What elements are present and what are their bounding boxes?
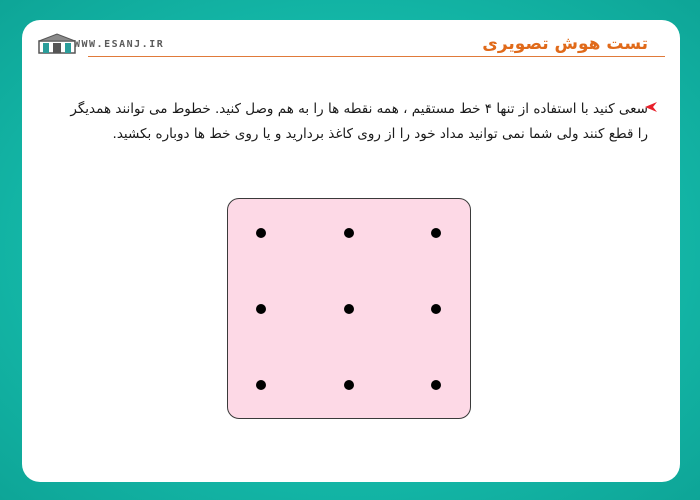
puzzle-dot — [344, 228, 354, 238]
puzzle-dot — [256, 228, 266, 238]
building-icon — [37, 33, 77, 55]
puzzle-dot — [431, 304, 441, 314]
puzzle-dot — [256, 304, 266, 314]
puzzle-dot — [431, 380, 441, 390]
puzzle-dot — [344, 304, 354, 314]
instruction-text: سعی کنید با استفاده از تنها ۴ خط مستقیم ، همه نقطه ها را به هم وصل کنید. خطوط می توانند همدیگر را قطع کنند ولی شما نمی توانید مداد خود را از روی کاغذ بردارید و یا روی خط ها دوباره بکشید. — [70, 101, 648, 142]
header-divider — [88, 56, 665, 57]
site-url[interactable]: WWW.ESANJ.IR — [74, 39, 165, 50]
puzzle-dot — [256, 380, 266, 390]
puzzle-dot — [344, 380, 354, 390]
dot-puzzle-box — [227, 198, 471, 419]
puzzle-dot — [431, 228, 441, 238]
page-title: تست هوش تصویری — [482, 34, 648, 54]
